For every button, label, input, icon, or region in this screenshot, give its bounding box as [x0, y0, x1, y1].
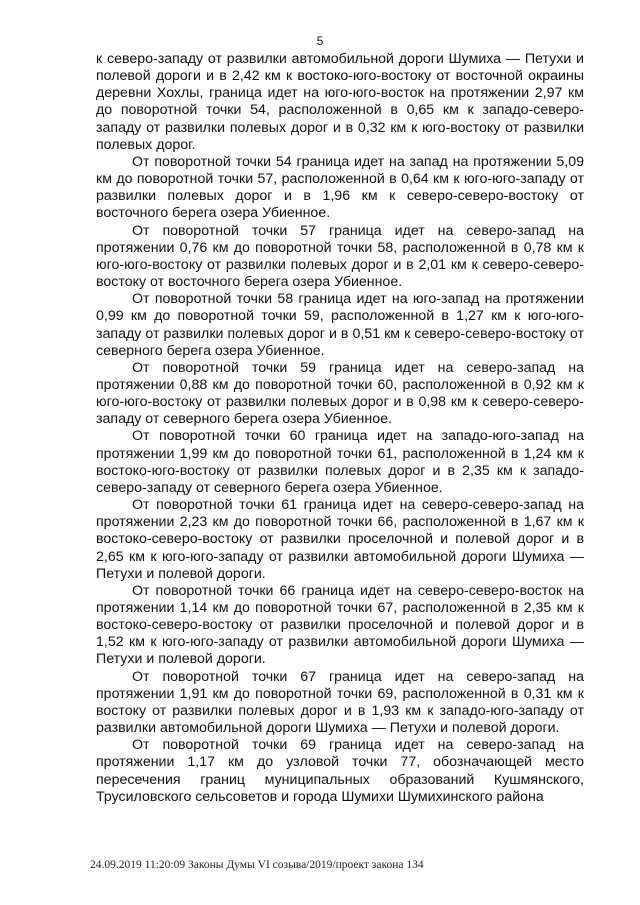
document-footer: 24.09.2019 11:20:09 Законы Думы VI созыва/2019/проект закона 134 — [90, 859, 424, 871]
paragraph-2: От поворотной точки 54 граница идет на запад на протяжении 5,09 км до поворотной точки 57, расположенной в 0,64 км к юго-юго-западу от развилки полевых дорог и в 1,96 км к северо-северо-востоку от восточного берега озера Убиенное. — [96, 153, 584, 222]
paragraph-3: От поворотной точки 57 граница идет на северо-запад на протяжении 0,76 км до поворотной точки 58, расположенной в 0,78 км к юго-юго-востоку от развилки полевых дорог и в 2,01 км к северо-северо-востоку от восточного берега озера Убиенное. — [96, 222, 584, 291]
paragraph-4: От поворотной точки 58 граница идет на юго-запад на протяжении 0,99 км до поворотной точки 59, расположенной в 1,27 км к юго-юго-западу от развилки полевых дорог и в 0,51 км к северо-северо-востоку от северного берега озера Убиенное. — [96, 291, 584, 359]
paragraph-9: От поворотной точки 67 граница идет на северо-запад на протяжении 1,91 км до поворотной точки 69, расположенной в 0,31 км к востоку от развилки полевых дорог и в 1,93 км к западо-юго-западу от развилки автомобильной дороги Шумиха — Петухи и полевой дороги. — [96, 668, 584, 737]
page-number: 5 — [316, 34, 324, 48]
paragraph-8: От поворотной точки 66 граница идет на северо-северо-восток на протяжении 1,14 км до поворотной точки 67, расположенной в 2,35 км к востоко-северо-востоку от развилки проселочной и полевой дорог и в 1,52 км к юго-юго-западу от развилки автомобильной дороги Шумиха — Петухи и полевой дороги. — [96, 582, 584, 668]
document-body — [96, 51, 584, 806]
paragraph-5: От поворотной точки 59 граница идет на северо-запад на протяжении 0,88 км до поворотной точки 60, расположенной в 0,92 км к юго-юго-востоку от развилки полевых дорог и в 0,98 км к северо-северо-западу от северного берега озера Убиенное. — [96, 359, 584, 428]
paragraph-10: От поворотной точки 69 граница идет на северо-запад на протяжении 1,17 км до узловой точки 77, обозначающей место пересечения границ муниципальных образований Кушмянского, Трусиловского сельсоветов и города Шумихи Шумихинского района — [96, 737, 584, 805]
paragraph-6: От поворотной точки 60 граница идет на западо-юго-запад на протяжении 1,99 км до поворотной точки 61, расположенной в 1,24 км к востоко-юго-востоку от развилки полевых дорог и в 2,35 км к западо-северо-западу от северного берега озера Убиенное. — [96, 428, 584, 496]
paragraph-1: к северо-западу от развилки автомобильной дороги Шумиха — Петухи и полевой дороги и в 2,42 км к востоко-юго-востоку от восточной окраины деревни Хохлы, граница идет на юго-юго-восток на протяжении 2,97 км до поворотной точки 54, расположенной в 0,65 км к западо-северо-западу от развилки полевых дорог и в 0,32 км к юго-востоку от развилки полевых дорог. — [96, 51, 584, 153]
paragraph-7: От поворотной точки 61 граница идет на северо-северо-запад на протяжении 2,23 км до поворотной точки 66, расположенной в 1,67 км к востоко-северо-востоку от развилки проселочной и полевой дорог и в 2,65 км к юго-юго-западу от развилки автомобильной дороги Шумиха — Петухи и полевой дороги. — [96, 497, 584, 582]
